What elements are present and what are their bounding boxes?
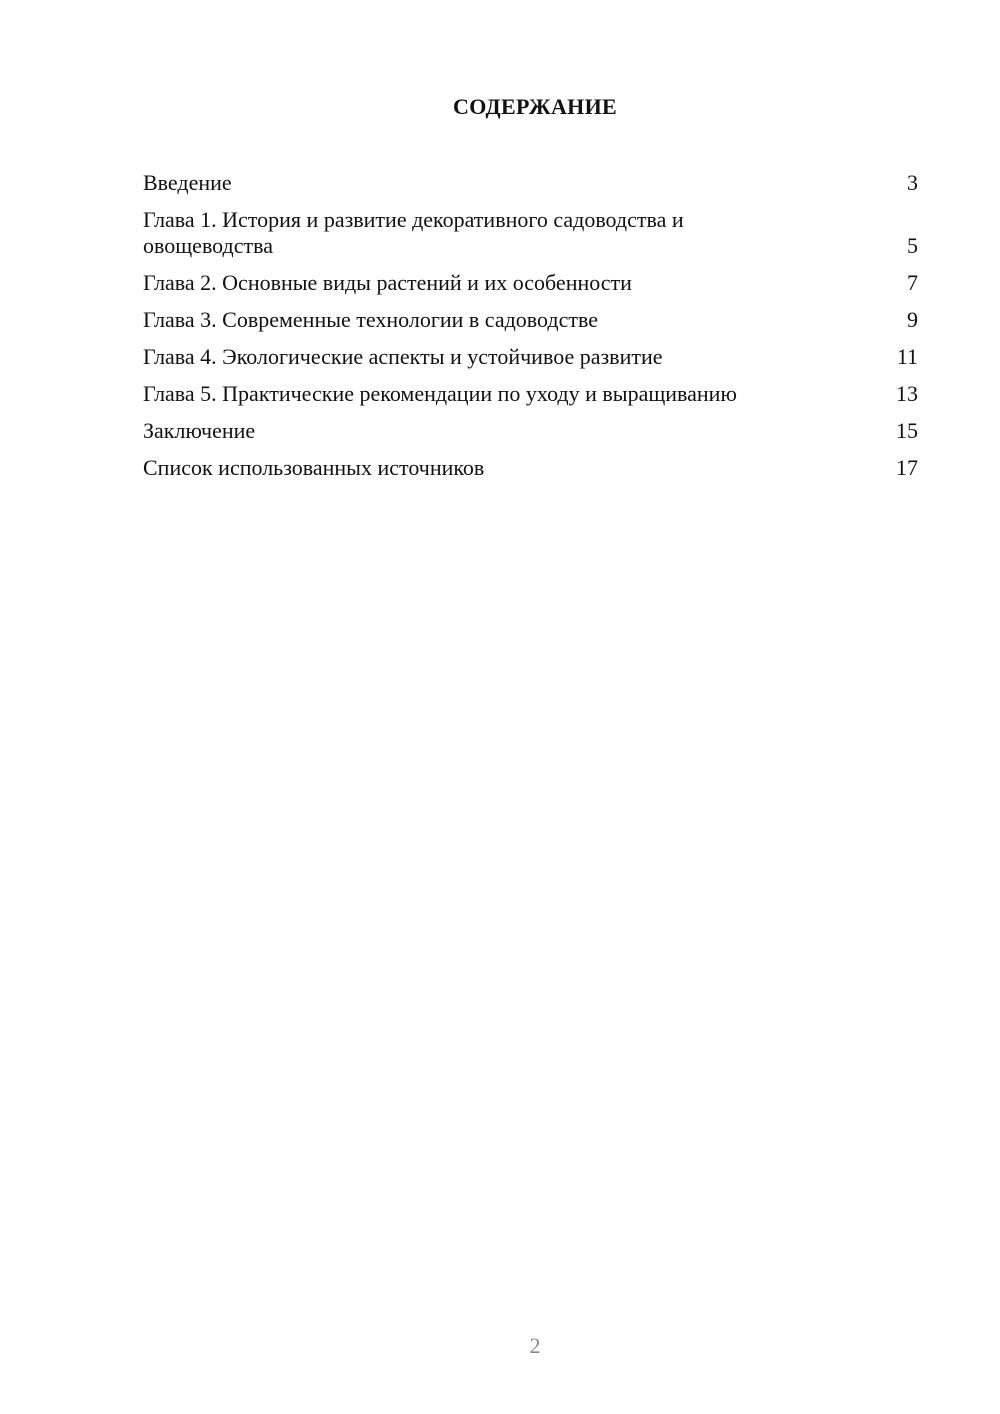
toc-entry (143, 170, 918, 196)
toc-entry-label: Глава 2. Основные виды растений и их особенности (143, 270, 632, 295)
toc-entry-label: Список использованных источников (143, 455, 485, 480)
page-number: 2 (529, 1333, 541, 1358)
page-title: СОДЕРЖАНИЕ (453, 94, 617, 119)
toc-entry-page: 11 (896, 344, 918, 369)
toc-entry-page: 15 (896, 418, 918, 443)
toc-entry (143, 381, 918, 407)
toc-entry (143, 455, 918, 481)
toc-entry (143, 307, 918, 333)
toc-entry-label: Введение (143, 170, 232, 195)
toc-entry-label: Глава 3. Современные технологии в садоводстве (143, 307, 598, 332)
toc-entry-label: Глава 5. Практические рекомендации по уходу и выращиванию (143, 381, 737, 406)
toc-entry-page: 13 (896, 381, 918, 406)
toc-entry-page: 3 (907, 170, 918, 195)
toc-entry-page: 9 (907, 307, 918, 332)
toc-entry (143, 207, 918, 259)
toc-entry-page: 7 (907, 270, 918, 295)
toc-entry-page: 17 (896, 455, 918, 480)
toc-entry (143, 418, 918, 444)
table-of-contents (143, 170, 918, 492)
toc-entry-label: Заключение (143, 418, 256, 443)
toc-entry (143, 270, 918, 296)
toc-entry-label: Глава 1. История и развитие декоративного садоводства и овощеводства (143, 207, 684, 258)
toc-entry-label: Глава 4. Экологические аспекты и устойчивое развитие (143, 344, 663, 369)
toc-entry (143, 344, 918, 370)
toc-entry-page: 5 (907, 233, 918, 258)
